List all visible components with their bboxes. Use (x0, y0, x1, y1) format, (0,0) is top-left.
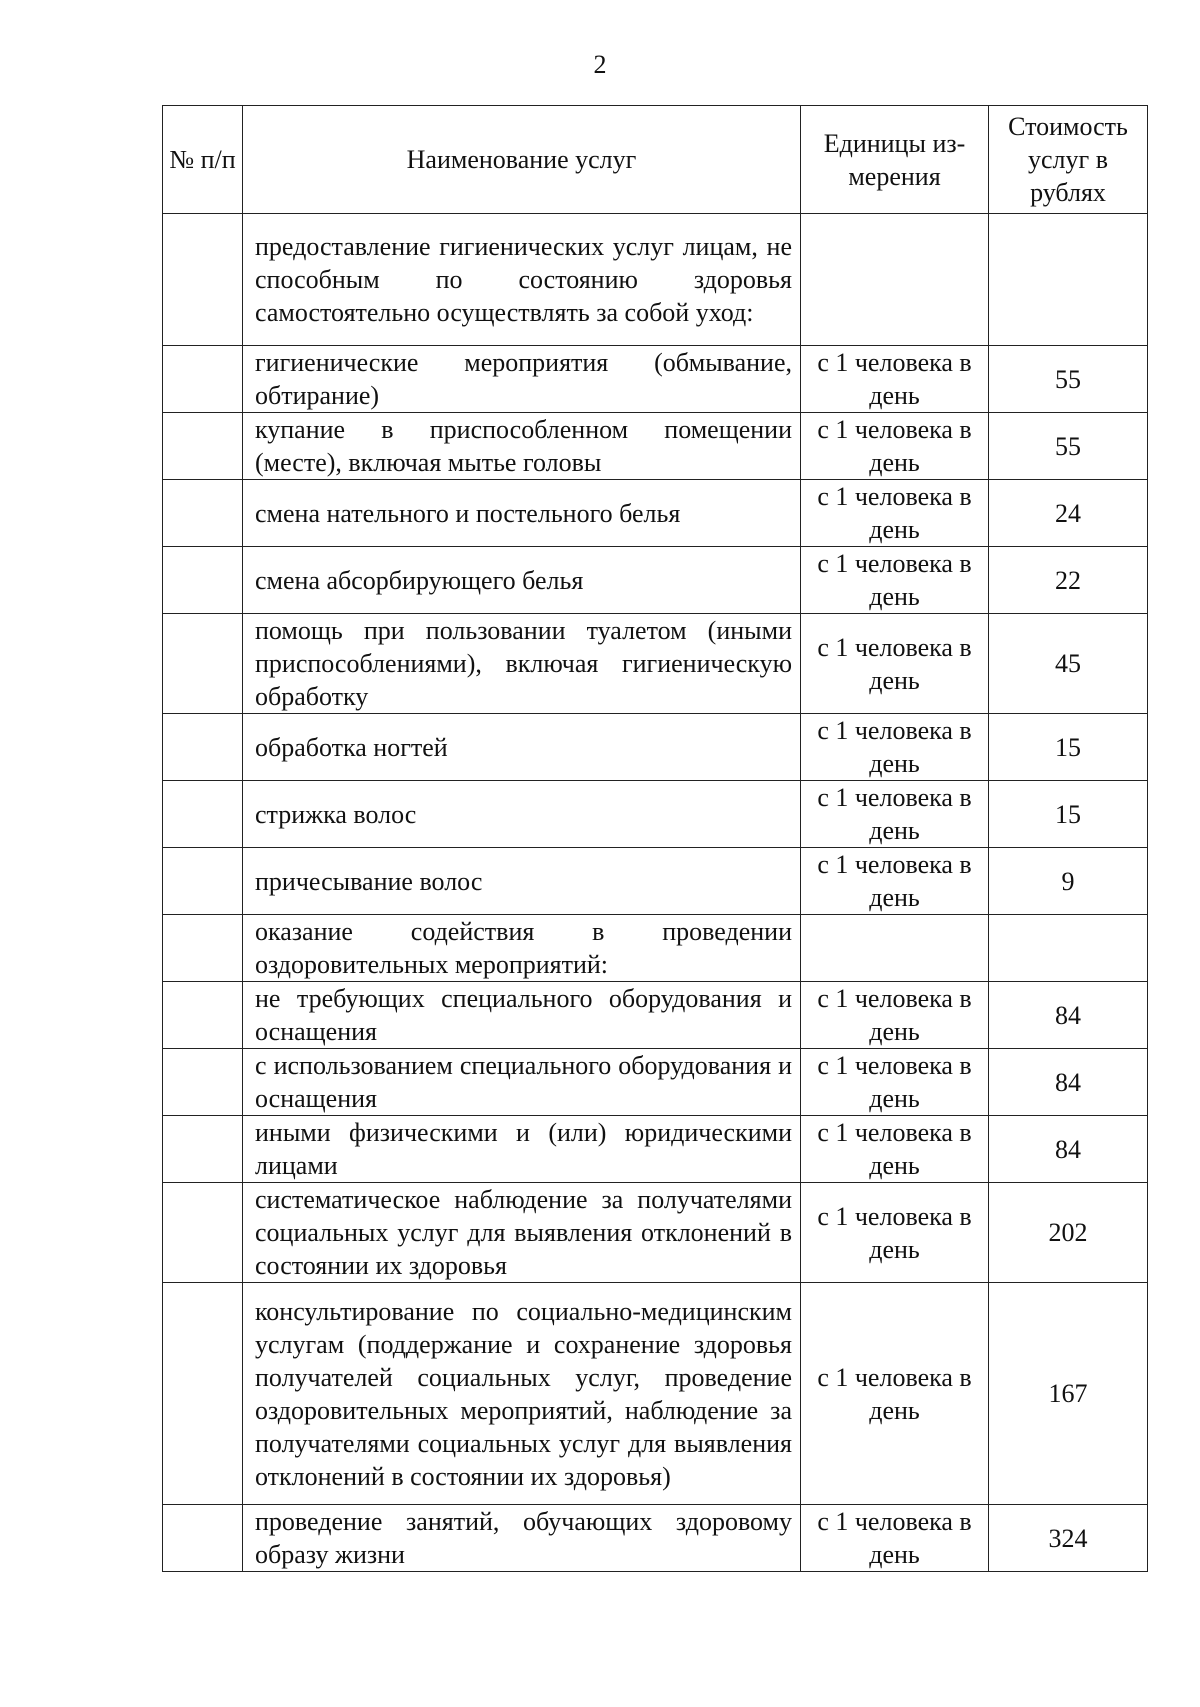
table-row (163, 915, 1148, 982)
cost-cell: 84 (989, 1116, 1148, 1183)
unit-cell: с 1 человека в день (801, 714, 989, 781)
unit-cell: с 1 человека в день (801, 1116, 989, 1183)
service-name-cell: стрижка волос (243, 781, 801, 848)
unit-cell: с 1 человека в день (801, 1505, 989, 1572)
unit-cell: с 1 человека в день (801, 848, 989, 915)
unit-cell (801, 214, 989, 346)
service-name-cell: иными физическими и (или) юридическими лицами (243, 1116, 801, 1183)
table-row (163, 714, 1148, 781)
service-name-cell: смена нательного и постельного белья (243, 480, 801, 547)
service-name-cell: консультирование по социально-медицинским услугам (поддержание и сохранение здоровья получателей социальных услуг, проведение оздоровительных мероприятий, наблюдение за получателями социальных услуг для выявления отклонений в состоянии их здоровья) (243, 1283, 801, 1505)
cost-cell: 55 (989, 413, 1148, 480)
row-number-cell (163, 413, 243, 480)
header-unit: Единицы из-мерения (801, 106, 989, 214)
unit-cell: с 1 человека в день (801, 547, 989, 614)
services-table-container (162, 105, 1147, 1572)
service-name-cell: оказание содействия в проведении оздоровительных мероприятий: (243, 915, 801, 982)
cost-cell: 84 (989, 1049, 1148, 1116)
service-name-cell: смена абсорбирующего белья (243, 547, 801, 614)
service-name-cell: предоставление гигиенических услуг лицам, не способным по состоянию здоровья самостоятельно осуществлять за собой уход: (243, 214, 801, 346)
table-row (163, 214, 1148, 346)
service-name-cell: не требующих специального оборудования и оснащения (243, 982, 801, 1049)
cost-cell: 167 (989, 1283, 1148, 1505)
table-row (163, 1283, 1148, 1505)
row-number-cell (163, 614, 243, 714)
header-service-name: Наименование услуг (243, 106, 801, 214)
row-number-cell (163, 214, 243, 346)
cost-cell: 84 (989, 982, 1148, 1049)
table-row (163, 346, 1148, 413)
unit-cell: с 1 человека в день (801, 1183, 989, 1283)
service-name-cell: помощь при пользовании туалетом (иными приспособлениями), включая гигиеническую обработку (243, 614, 801, 714)
table-row (163, 781, 1148, 848)
table-row (163, 547, 1148, 614)
unit-cell: с 1 человека в день (801, 1283, 989, 1505)
cost-cell: 202 (989, 1183, 1148, 1283)
row-number-cell (163, 1116, 243, 1183)
unit-cell: с 1 человека в день (801, 1049, 989, 1116)
row-number-cell (163, 781, 243, 848)
row-number-cell (163, 1183, 243, 1283)
cost-cell: 15 (989, 714, 1148, 781)
service-name-cell: проведение занятий, обучающих здоровому образу жизни (243, 1505, 801, 1572)
row-number-cell (163, 848, 243, 915)
table-row (163, 982, 1148, 1049)
unit-cell: с 1 человека в день (801, 982, 989, 1049)
row-number-cell (163, 547, 243, 614)
table-row (163, 1049, 1148, 1116)
cost-cell: 45 (989, 614, 1148, 714)
service-name-cell: купание в приспособленном помещении (месте), включая мытье головы (243, 413, 801, 480)
unit-cell: с 1 человека в день (801, 781, 989, 848)
table-row (163, 413, 1148, 480)
unit-cell: с 1 человека в день (801, 614, 989, 714)
unit-cell: с 1 человека в день (801, 480, 989, 547)
table-row (163, 1505, 1148, 1572)
unit-cell (801, 915, 989, 982)
table-row (163, 1183, 1148, 1283)
row-number-cell (163, 1049, 243, 1116)
row-number-cell (163, 982, 243, 1049)
table-row (163, 1116, 1148, 1183)
cost-cell: 24 (989, 480, 1148, 547)
row-number-cell (163, 480, 243, 547)
cost-cell (989, 915, 1148, 982)
table-row (163, 480, 1148, 547)
unit-cell: с 1 человека в день (801, 346, 989, 413)
table-header-row (163, 106, 1148, 214)
row-number-cell (163, 1283, 243, 1505)
row-number-cell (163, 915, 243, 982)
service-name-cell: систематическое наблюдение за получателями социальных услуг для выявления отклонений в состоянии их здоровья (243, 1183, 801, 1283)
row-number-cell (163, 1505, 243, 1572)
header-number: № п/п (163, 106, 243, 214)
table-row (163, 848, 1148, 915)
header-cost: Стоимость услуг в рублях (989, 106, 1148, 214)
cost-cell: 22 (989, 547, 1148, 614)
service-name-cell: гигиенические мероприятия (обмывание, обтирание) (243, 346, 801, 413)
unit-cell: с 1 человека в день (801, 413, 989, 480)
service-name-cell: причесывание волос (243, 848, 801, 915)
cost-cell: 324 (989, 1505, 1148, 1572)
cost-cell: 9 (989, 848, 1148, 915)
row-number-cell (163, 346, 243, 413)
cost-cell (989, 214, 1148, 346)
cost-cell: 15 (989, 781, 1148, 848)
service-name-cell: обработка ногтей (243, 714, 801, 781)
page-number: 2 (593, 50, 607, 79)
cost-cell: 55 (989, 346, 1148, 413)
row-number-cell (163, 714, 243, 781)
service-name-cell: с использованием специального оборудования и оснащения (243, 1049, 801, 1116)
table-row (163, 614, 1148, 714)
services-price-table (162, 105, 1148, 1572)
